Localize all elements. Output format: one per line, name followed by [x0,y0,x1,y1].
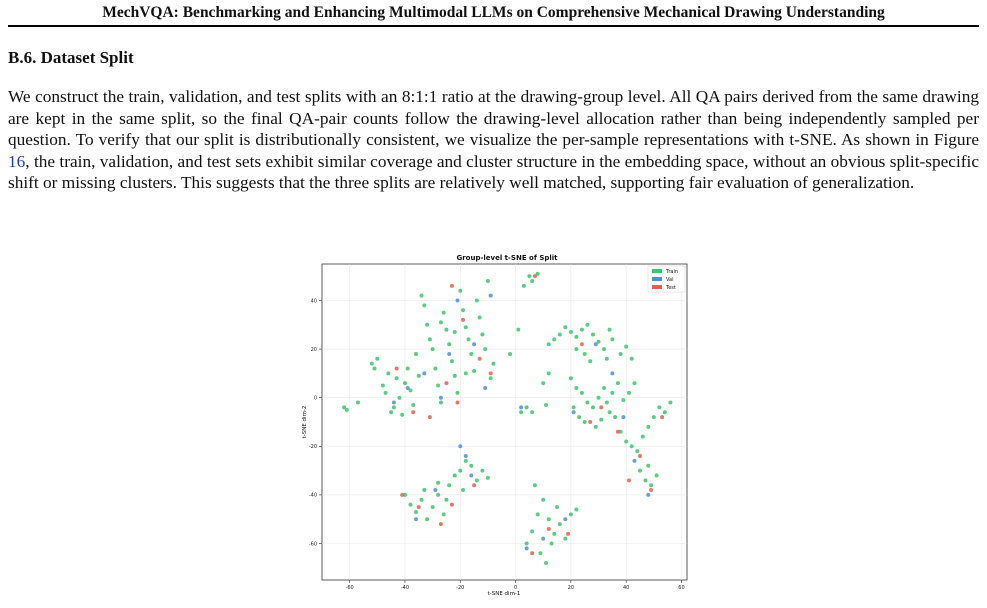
chart-title: Group-level t-SNE of Split [456,254,558,262]
point-train [580,328,584,332]
point-train [663,410,667,414]
point-test [444,381,448,385]
point-train [508,352,512,356]
point-train [406,367,410,371]
point-train [541,498,545,502]
point-train [386,371,390,375]
header-rule [8,25,979,27]
point-train [638,469,642,473]
point-train [420,498,424,502]
point-train [527,274,531,278]
point-test [547,527,551,531]
point-val [469,473,473,477]
point-test [489,371,493,375]
x-tick-label: 60 [678,585,685,591]
point-train [544,403,548,407]
point-train [444,328,448,332]
y-tick-label: -40 [308,492,317,499]
point-train [616,381,620,385]
point-test [649,488,653,492]
point-train [519,410,523,414]
point-train [436,481,440,485]
point-val [646,493,650,497]
point-train [646,464,650,468]
legend-label-train: Train [666,269,678,275]
point-test [530,551,534,555]
point-test [455,401,459,405]
point-train [417,374,421,378]
point-train [594,425,598,429]
point-train [356,401,360,405]
point-train [475,298,479,302]
point-train [585,323,589,327]
point-train [370,362,374,366]
point-train [525,405,529,409]
point-train [613,415,617,419]
point-train [610,391,614,395]
point-train [450,359,454,363]
point-test [395,367,399,371]
point-train [395,376,399,380]
point-val [447,352,451,356]
point-val [472,342,476,346]
point-train [373,367,377,371]
point-train [428,337,432,341]
point-train [558,332,562,336]
point-val [594,342,598,346]
legend-swatch-test [652,285,662,289]
point-train [655,473,659,477]
point-train [453,473,457,477]
point-val [422,371,426,375]
point-val [610,371,614,375]
point-train [461,308,465,312]
point-train [384,391,388,395]
point-train [411,403,415,407]
point-train [439,320,443,324]
point-train [583,352,587,356]
point-train [577,415,581,419]
point-train [433,367,437,371]
point-test [627,478,631,482]
x-axis-label: t-SNE dim-1 [487,591,521,597]
point-train [536,512,540,516]
point-train [552,532,556,536]
point-train [431,505,435,509]
point-train [652,415,656,419]
point-train [464,371,468,375]
point-train [569,330,573,334]
point-val [632,459,636,463]
point-val [433,488,437,492]
point-train [431,347,435,351]
point-train [525,542,529,546]
point-train [475,478,479,482]
point-val [483,386,487,390]
point-train [569,376,573,380]
point-train [480,332,484,336]
point-train [605,401,609,405]
x-tick-label: -60 [345,585,354,591]
point-train [574,386,578,390]
plot-frame [322,264,687,580]
point-train [624,345,628,349]
point-train [563,325,567,329]
point-train [408,503,412,507]
point-train [425,517,429,521]
point-train [588,359,592,363]
point-test [400,493,404,497]
legend-label-val: Val [666,277,674,283]
paragraph-text-1: We construct the train, validation, and test splits with an 8:1:1 ratio at the drawing-group level. All QA pairs derived from the same drawing are kept in the same split, so the final QA-pair counts follow the drawing-level allocation rather than being independently sampled per question. To verify that our split is distributionally consistent, we visualize the per-sample representations with t-SNE. As shown in Figure [8,87,979,150]
point-train [602,386,606,390]
point-train [538,551,542,555]
point-train [591,405,595,409]
point-train [619,352,623,356]
point-val [406,386,410,390]
point-val [455,298,459,302]
x-tick-label: -40 [400,585,410,591]
point-train [516,328,520,332]
point-test [472,483,476,487]
point-test [638,454,642,458]
point-train [599,418,603,422]
point-train [574,508,578,512]
point-train [550,542,554,546]
point-train [375,357,379,361]
point-train [436,493,440,497]
point-val [519,405,523,409]
point-train [486,279,490,283]
point-val [464,454,468,458]
point-train [469,464,473,468]
point-train [414,352,418,356]
point-train [563,537,567,541]
point-train [491,362,495,366]
point-train [547,517,551,521]
point-train [558,522,562,526]
point-train [381,384,385,388]
point-train [547,342,551,346]
body-paragraph [8,86,979,194]
point-train [555,505,559,509]
point-test [616,430,620,434]
y-tick-label: 40 [310,298,317,305]
point-test [439,522,443,526]
point-train [624,439,628,443]
point-train [544,561,548,565]
point-train [530,529,534,533]
point-test [533,274,537,278]
point-train [444,498,448,502]
point-train [389,410,393,414]
y-tick-label: 0 [313,395,317,402]
point-val [541,537,545,541]
point-train [572,405,576,409]
legend-swatch-train [652,269,662,273]
point-val [572,410,576,414]
point-train [591,332,595,336]
point-train [605,357,609,361]
point-val [439,396,443,400]
point-train [649,483,653,487]
point-val [621,415,625,419]
point-train [630,357,634,361]
point-train [442,311,446,315]
point-val [489,294,493,298]
point-train [530,410,534,414]
point-train [467,337,471,341]
legend-swatch-val [652,277,662,281]
point-train [464,459,468,463]
point-train [422,488,426,492]
point-train [657,405,661,409]
point-train [458,289,462,293]
point-train [541,381,545,385]
point-train [458,469,462,473]
point-train [630,444,634,448]
point-train [483,347,487,351]
point-train [392,405,396,409]
running-title: MechVQA: Benchmarking and Enhancing Multimodal LLMs on Comprehensive Mechanical Drawing Understanding [102,4,885,21]
point-test [461,318,465,322]
x-tick-label: 40 [622,585,630,591]
point-train [646,425,650,429]
point-val [392,401,396,405]
point-train [574,335,578,339]
point-test [566,532,570,536]
point-train [425,323,429,327]
point-train [439,401,443,405]
point-train [580,391,584,395]
figure-reference-link[interactable]: 16 [8,151,26,171]
point-train [533,483,537,487]
x-tick-label: 0 [513,585,518,591]
point-test [428,415,432,419]
point-train [552,337,556,341]
point-train [420,294,424,298]
point-train [478,315,482,319]
point-train [597,396,601,400]
point-train [403,381,407,385]
point-train [635,449,639,453]
y-tick-label: -60 [308,541,317,548]
y-tick-label: -20 [308,444,317,451]
point-val [525,546,529,550]
point-test [660,415,664,419]
point-train [436,384,440,388]
point-test [478,357,482,361]
point-train [547,371,551,375]
point-test [411,410,415,414]
point-test [417,505,421,509]
point-train [585,401,589,405]
section-title: B.6. Dataset Split [8,48,134,67]
point-train [569,512,573,516]
point-train [442,512,446,516]
point-test [588,420,592,424]
point-val [458,444,462,448]
point-train [486,476,490,480]
point-test [599,405,603,409]
point-train [489,376,493,380]
legend [648,266,685,292]
point-train [345,408,349,412]
point-train [414,510,418,514]
point-train [447,342,451,346]
point-train [644,478,648,482]
point-train [455,391,459,395]
point-train [621,398,625,402]
point-train [453,374,457,378]
paragraph-text-2: , the train, validation, and test sets exhibit similar coverage and cluster structure in the embedding space, without an obvious split-specific shift or missing clusters. This suggests that the three splits are relatively well matched, supporting fair evaluation of generalization. [8,151,979,193]
point-train [627,391,631,395]
point-train [608,410,612,414]
y-axis-label: t-SNE dim-2 [302,405,308,439]
point-train [641,435,645,439]
tsne-figure [297,252,697,603]
point-train [397,396,401,400]
x-tick-label: 20 [567,585,575,591]
point-train [530,279,534,283]
x-tick-label: -20 [456,585,465,591]
point-test [450,503,454,507]
point-val [414,517,418,521]
point-train [472,369,476,373]
point-test [450,284,454,288]
point-train [583,420,587,424]
point-train [608,328,612,332]
point-train [632,381,636,385]
point-train [422,303,426,307]
y-tick-label: 20 [310,346,317,353]
tsne-scatter-chart [297,252,697,603]
point-train [602,347,606,351]
point-train [522,284,526,288]
point-train [461,488,465,492]
point-train [574,347,578,351]
point-train [464,325,468,329]
point-train [480,469,484,473]
point-val [563,517,567,521]
point-train [453,330,457,334]
point-train [400,413,404,417]
point-train [668,401,672,405]
point-train [469,352,473,356]
point-train [447,483,451,487]
point-train [610,337,614,341]
legend-label-test: Test [666,285,676,291]
point-test [580,342,584,346]
